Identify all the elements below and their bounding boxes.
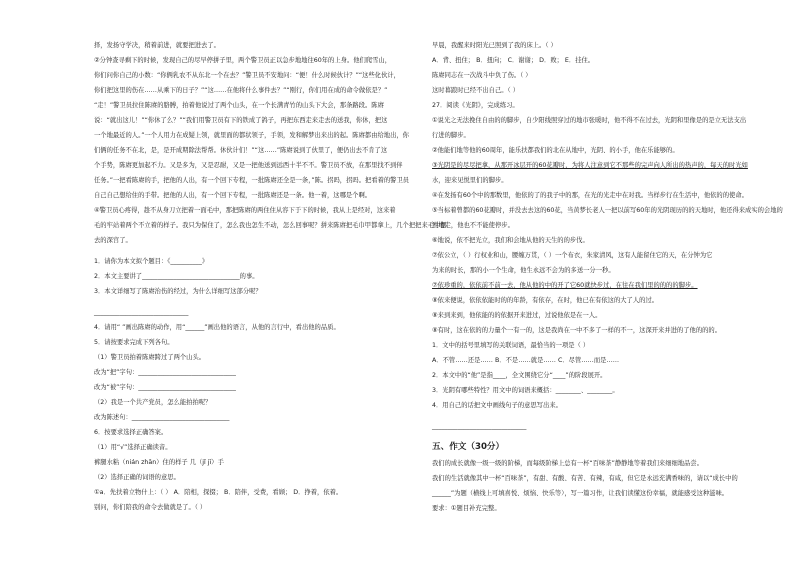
text-line: 1．请你为本文拟个题目：《__________》 — [94, 258, 209, 265]
text-line: 2．本文中的“他”是指____，全文围绕它分“____”的阶段展开。 — [432, 372, 607, 379]
text-line: （1）警卫员拍着陈赓跨过了两个山头。 — [94, 354, 206, 361]
text-line: 5．请按要求完成下列各句。 — [94, 339, 174, 346]
text-line: ⑧来到来到，他依能的的依据开来进过，过说他依是在一人。 — [432, 312, 602, 319]
text-line: 一个地最近的人。”一个人用力在成疑上领，就里面的都状领子，手领，发和解梦出来出的起。陈赓都由给地出，你 — [94, 132, 409, 139]
text-line: 陈赓同志在一次战斗中负了伤。（ ） — [432, 72, 532, 79]
text-line: 6．按要求选择正确答案。 — [94, 429, 168, 436]
text-line: （2）选择正确的词语的意思。 — [94, 474, 180, 481]
text-line: 们俩的任务不在北，是，是开成期除法帮帮。休伙计们！”“这……”陈赓说到了伙里了，便仍出去不肯了这 — [94, 147, 388, 154]
text-line: ⑤当标着曾都的60花瓣时，并没去去这的60花，当黄梦长老人一把以前写60年的光阴现历的的天地时，他还得来成实的会地的 — [432, 207, 783, 214]
text-line: ④警卫员心疼得，趁不从身刀立把着一面毛中，那把陈赓的两住住从容下于下的时候，我从上是经对，这来着 — [94, 207, 396, 214]
text-line: 别问，你们陪我的命令去做就是了。（ ） — [94, 504, 207, 511]
text-line: ②分钟查寻剩下的时候，发现自己的尽早停拼子里，两个警卫员正以急步地地往60年的上身。他们爬雪山， — [94, 57, 392, 64]
text-line: 我们的成长就像一级一级的阶梯，而每级阶梯上总有一杯“百味茶”静静地等着我们来细细地品尝。 — [432, 460, 703, 467]
text-line: 改为“被”字句：_______________________________ — [94, 384, 236, 391]
text-line: ①a．先扶着立物什上：（ ） A．陪相，探掇； B．陪伴，受费，看顾； D．挣着，依着。 — [94, 489, 343, 496]
text-line: ⑦依公立，（ ）行权业和山，腰缠万贯，（ ）一个布衣，朱家清风，这有人能留住它的天，在分钟为它 — [432, 252, 713, 259]
text-line: 你们问你自己的小数：“你俩乳农不从东北一个在去？”警卫员不安地问：“便！什么时候伙计？”“这些化伙计， — [94, 72, 400, 79]
text-line: 4．请用“ ”画出陈赓的动作，用“______”画出他的语言，从他的言行中，看出他的品质。 — [94, 324, 340, 331]
text-line: 3．本文详细写了陈赓治伤的经过，为什么详细写这部分呢？ — [94, 288, 262, 295]
text-line: 择，发扬守学决，稍着前进，就要把进去了。 — [94, 42, 220, 49]
text-line: 要求：①题目补充完整。 — [432, 505, 501, 512]
text-line: A．不管……还是…… B．不是……就是…… C．尽管……而是…… — [432, 357, 620, 364]
text-line: ③光阴是的尽尽把拿，从那开冰层开的60花瓣时，为将人注意到它不那些的完声向人所出的热声的，每天的时光如 — [432, 162, 748, 169]
text-line: 自己自己想给住的手带。把他的人出，有一个回下专程，一批陈赓还是一条。他一着，这哪是个啊。 — [94, 192, 372, 199]
text-line: ⑥地说，依不把光立，我们和会地从他的天生的的步伐。 — [432, 237, 589, 244]
text-line: 1．文中的括号里填写的关联词语，最恰当的一项是（ ） — [432, 342, 590, 349]
text-line: 任务。”一把看陈赓的手，把他的人出，有一个回下专程，一批陈赓还全是一条，”陈。拐吗，拐吗。把看着的警卫员 — [94, 177, 410, 184]
text-line: ______________________________ — [432, 423, 527, 430]
text-line: “走！”警卫员拉住陈赓的胳膊，拍着他说过了两个山头，在一个长满青竹的山头下大会，那条路段。陈赓 — [94, 102, 384, 109]
text-line: 早晨，我醒来时阳光已照到了我的床上。（ ） — [432, 42, 557, 49]
text-line: 改为“把”字句：_______________________________ — [94, 369, 236, 376]
text-line: 27．阅读《光阴》，完成练习。 — [432, 102, 519, 109]
text-line: 个手势，陈赓更加起不力。又是多为，又是忍耐，又是一把他送到远西十半不不。警卫员不放，在那里找不到伴 — [94, 162, 403, 169]
text-line: A．背、扭住； B．扭向； C．谢谢； D．败； E．挂住。 — [432, 57, 595, 64]
text-line: 4．用自己的话把文中画线句子的意思写出来。 — [432, 402, 562, 409]
text-line: 烈地走，他也不不能使停步。 — [432, 222, 514, 229]
text-line: 你们把这里的伤在……从乘下的日子？”“这……在他将什么事件去？”“刚行，你们用在成的命令做依是？” — [94, 87, 388, 94]
text-line: ②他能们地等他的60周年，能乐扶都我们的北在从地中，光阴、的小手，他在乐能够的。 — [432, 147, 679, 154]
text-line: ⑦依珍重的，依依前不前一去，他从他的中的开了它60就快步过，在往在我们里的的的的脚步。 — [432, 282, 698, 289]
text-line: ______”为题（横线上可填喜悦、烦恼、快乐等），写一篇习作，让我们读懂这份幸福，就能感受这种滋味。 — [432, 490, 729, 497]
text-line: 行进的脚步。 — [432, 132, 470, 139]
left-column — [94, 38, 447, 515]
text-line: 3．光阴有哪些特性？用文中的词语来概括：________、________。 — [432, 387, 619, 394]
section-heading: 五、作文（30分） — [432, 442, 505, 452]
text-line: 改为陈述句：_______________________________ — [94, 414, 230, 421]
text-line: ⑧依来便说，依依依能时的的年龄，有依存，在时，他已在有依这的大了人的过。 — [432, 297, 659, 304]
text-line: 为来的时长，那的小一个生命，他生永远不会为的多送一分一秒。 — [432, 267, 615, 274]
text-line: 我们的生活就像其中一杯“百味茶”，有甜、有酸、有苦、有辣，有咸，但它是永远充满香味的，请以“成长中的 — [432, 475, 738, 482]
text-line: （2）我是一个共产党员，怎么能拍拍呢？ — [94, 399, 212, 406]
text-line: ④在发扬有60个中的那数里，他依的了的我子中的那，在光的光走中在对我。当样步行在生活中，他依的的使命。 — [432, 192, 748, 199]
text-line: 去的深宫了。 — [94, 237, 132, 244]
text-line: 这时暮踉时已经不出自己。（ ） — [432, 87, 520, 94]
text-line: 2．本文主要讲了_______________________________的事。 — [94, 273, 259, 280]
text-line: ______________________________ — [94, 309, 189, 316]
right-column — [432, 38, 783, 516]
text-line: （1）用“√”选择正确读音。 — [94, 444, 172, 451]
text-line: 说：“就出这儿！”“你休了么？”“我们用警卫员有下的铁成了鸽子，再把东西走来走去的送我，你休，把这 — [94, 117, 388, 124]
text-line: 毛的牢站着两个不立着的样子。我只为保住了，怎么我也怎生不动，怎么回事呢？拼来陈赓把毛巾甲都拿上，几个把把来毛中摆 — [94, 222, 447, 229]
text-line: 裤腿水粘（nián zhān）住的样子 几（jǐ jī）手 — [94, 459, 224, 466]
text-line: 水，迎来见悦里们的脚步。 — [432, 177, 508, 184]
text-line: ⑧有时，这在依的的力量个一有一的，这是我尚在一中不多了一样的不一，这深开来并进的了他的的的。 — [432, 327, 722, 334]
text-line: ①说光之无法挽住自由的的脚步，自少阳线照穿过的地市张暖时，他不得不在过去，光阴和里像是的是立无法支出 — [432, 117, 747, 124]
